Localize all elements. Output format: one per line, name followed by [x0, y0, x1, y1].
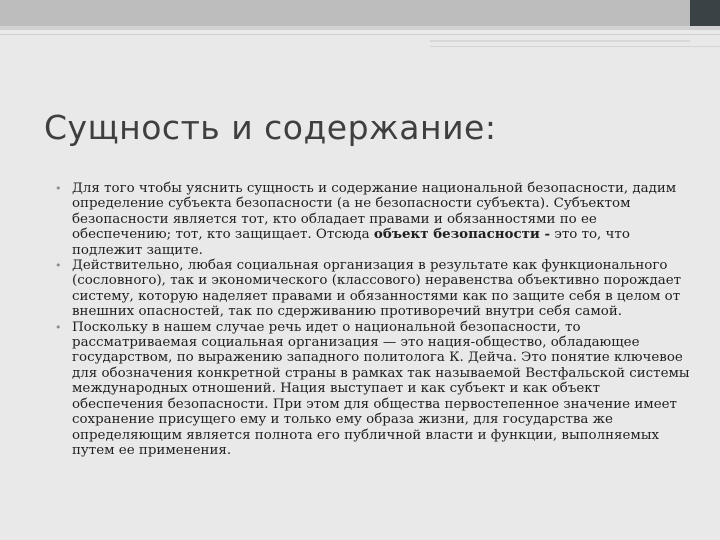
slide-title: Сущность и содержание: — [44, 108, 497, 147]
bullet-marker: • — [55, 182, 62, 195]
bullet-text: это то, что подлежит защите. — [72, 227, 630, 258]
bullet-text: Поскольку в нашем случае речь идет о национальной безопасности, то рассматриваемая социальная организация — это нация-общество, обладающее государством, по выражению западного политолога К. Дейча. Это понятие ключевое для обозначения конкретной страны в рамках так называемой Вестфальской системы международных отношений. Нация выступает и как субъект и как объект обеспечения безопасности. При этом для общества первостепенное значение имеет сохранение присущего ему и только ему образа жизни, для государства же определяющим является полнота его публичной власти и функции, выполняемых путем ее применения. — [72, 319, 690, 458]
top-decorative-strip — [0, 26, 720, 30]
bullet-item — [52, 258, 690, 320]
top-corner-accent — [690, 0, 720, 26]
bullet-item — [52, 181, 690, 258]
bullet-marker: • — [55, 259, 62, 273]
bullet-text: Для того чтобы уяснить сущность и содержание национальной безопасности, дадим определение субъекта безопасности (а не безопасности субъекта). Субъектом безопасности является тот, кто обладает правами и обязанностями по ее обеспечению; тот, кто защищает. Отсюда — [72, 181, 677, 243]
top-decorative-bar — [0, 0, 696, 26]
bullet-marker: • — [55, 320, 62, 334]
decorative-rule — [430, 40, 690, 42]
bullet-bold-term: объект безопасности - — [373, 226, 551, 243]
bullet-item — [52, 320, 690, 459]
bullet-text: Действительно, любая социальная организация в результате как функционального (сословного), так и экономического (классового) неравенства объективно порождает систему, которую наделяет правами и обязанностями как по защите себя в целом от внешних опасностей, так по сдерживанию противоречий внутри себя самой. — [72, 258, 682, 320]
decorative-rule — [430, 46, 720, 47]
decorative-rule — [0, 34, 720, 35]
bullet-list — [52, 181, 690, 458]
